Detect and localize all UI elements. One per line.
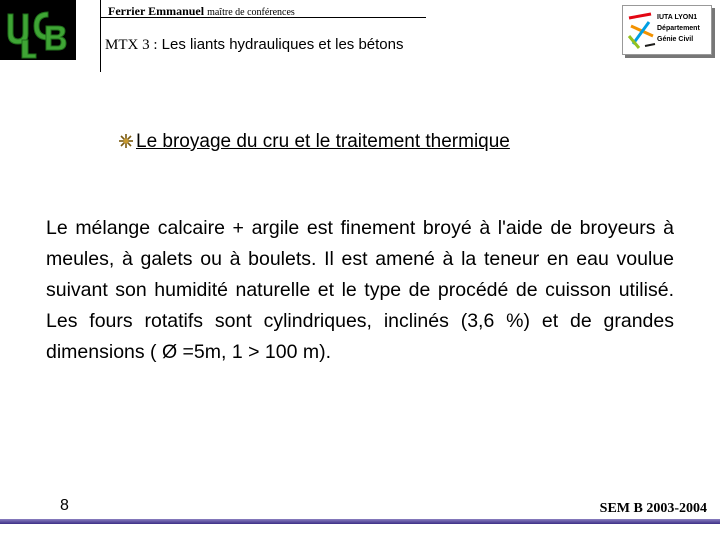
course-title-text: Les liants hydrauliques et les bétons bbox=[161, 36, 404, 53]
page-number: 8 bbox=[60, 497, 69, 514]
course-code: MTX 3 : bbox=[105, 37, 158, 53]
author-role: maître de conférences bbox=[207, 7, 295, 18]
ucbl-logo-graphic bbox=[0, 0, 76, 60]
iuta-logo bbox=[622, 5, 712, 55]
header-vertical-rule bbox=[100, 0, 101, 72]
author-name: Ferrier Emmanuel bbox=[108, 4, 205, 18]
author-line bbox=[108, 4, 295, 19]
iuta-logo-text bbox=[657, 12, 700, 45]
iuta-logo-graphic bbox=[625, 8, 659, 54]
footer-bar bbox=[0, 519, 720, 524]
course-title bbox=[105, 36, 404, 54]
footer-label: SEM B 2003-2004 bbox=[599, 501, 707, 516]
body-paragraph: Le mélange calcaire + argile est finement broyé à l'aide de broyeurs à meules, à galets ou à boulets. Il est amené à la teneur en eau voulue suivant son humidité naturelle et le type de procédé de cuisson utilisé. Les fours rotatifs sont cylindriques, inclinés (3,6 %) et de grandes dimensions ( Ø =5m, 1 > 100 m). bbox=[46, 217, 674, 363]
iuta-logo-line3: Génie Civil bbox=[657, 36, 694, 43]
slide-heading-text: Le broyage du cru et le traitement thermique bbox=[136, 131, 510, 152]
iuta-logo-line2: Département bbox=[657, 25, 700, 32]
iuta-logo-line1: IUTA LYON1 bbox=[657, 14, 698, 21]
slide-heading bbox=[118, 131, 510, 153]
ucbl-logo bbox=[0, 0, 76, 60]
